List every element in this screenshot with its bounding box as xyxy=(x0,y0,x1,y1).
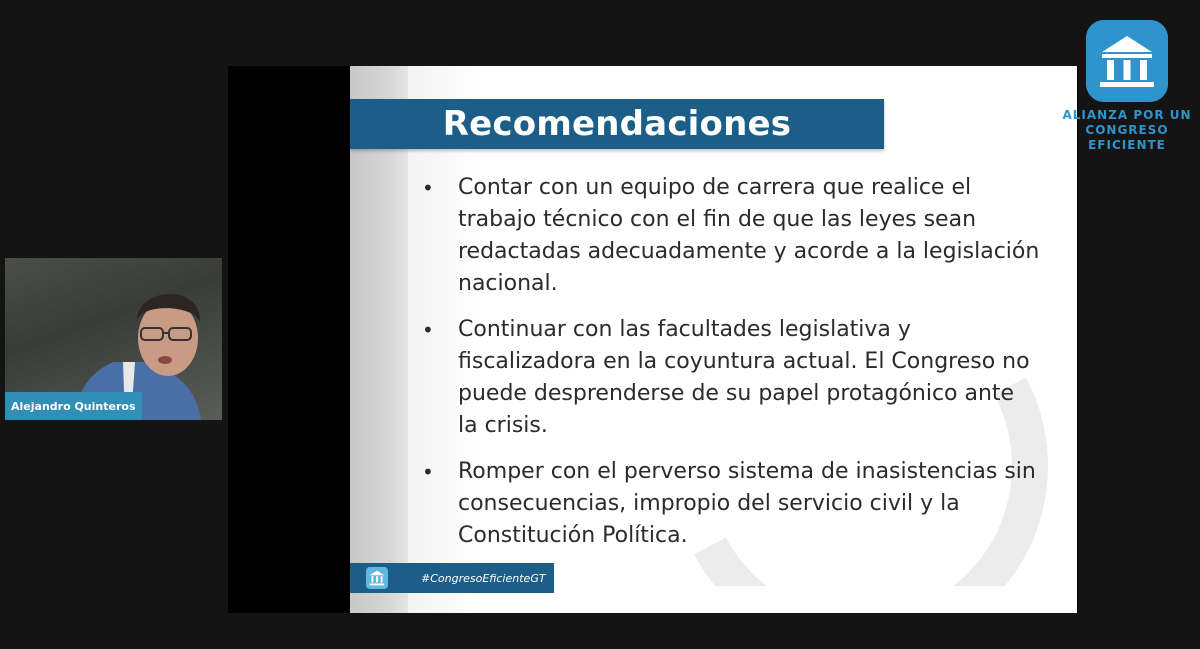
brand-line-2: CONGRESO EFICIENTE xyxy=(1085,123,1169,152)
slide-footer xyxy=(350,563,554,593)
bullet-marker: • xyxy=(422,318,434,342)
congress-building-icon xyxy=(1086,20,1168,102)
bullet-text: Continuar con las facultades legislativa y fiscalizadora en la coyuntura actual. El Congreso no puede desprenderse de su papel protagónico ante la crisis. xyxy=(458,317,1030,438)
bullet-text: Romper con el perverso sistema de inasistencias sin consecuencias, impropio del servicio civil y la Constitución Política. xyxy=(458,459,1036,548)
slide-title: Recomendaciones xyxy=(442,104,792,144)
bullet-marker: • xyxy=(422,460,434,484)
participant-video-tile[interactable] xyxy=(5,258,222,420)
list-item xyxy=(420,314,1040,442)
brand-name xyxy=(1056,108,1198,153)
bullet-text: Contar con un equipo de carrera que realice el trabajo técnico con el fin de que las leyes sean redactadas adecuadamente y acorde a la legislación nacional. xyxy=(458,175,1040,296)
list-item xyxy=(420,456,1040,552)
footer-hashtag: #CongresoEficienteGT xyxy=(421,571,546,585)
brand-line-1: ALIANZA POR UN xyxy=(1062,108,1192,122)
bullet-marker: • xyxy=(422,176,434,200)
recommendation-list xyxy=(420,172,1040,566)
shared-slide xyxy=(350,66,1077,613)
participant-name-label: Alejandro Quinteros xyxy=(5,392,142,420)
congress-building-icon xyxy=(366,567,388,589)
slide-title-bar xyxy=(350,99,884,149)
list-item xyxy=(420,172,1040,300)
